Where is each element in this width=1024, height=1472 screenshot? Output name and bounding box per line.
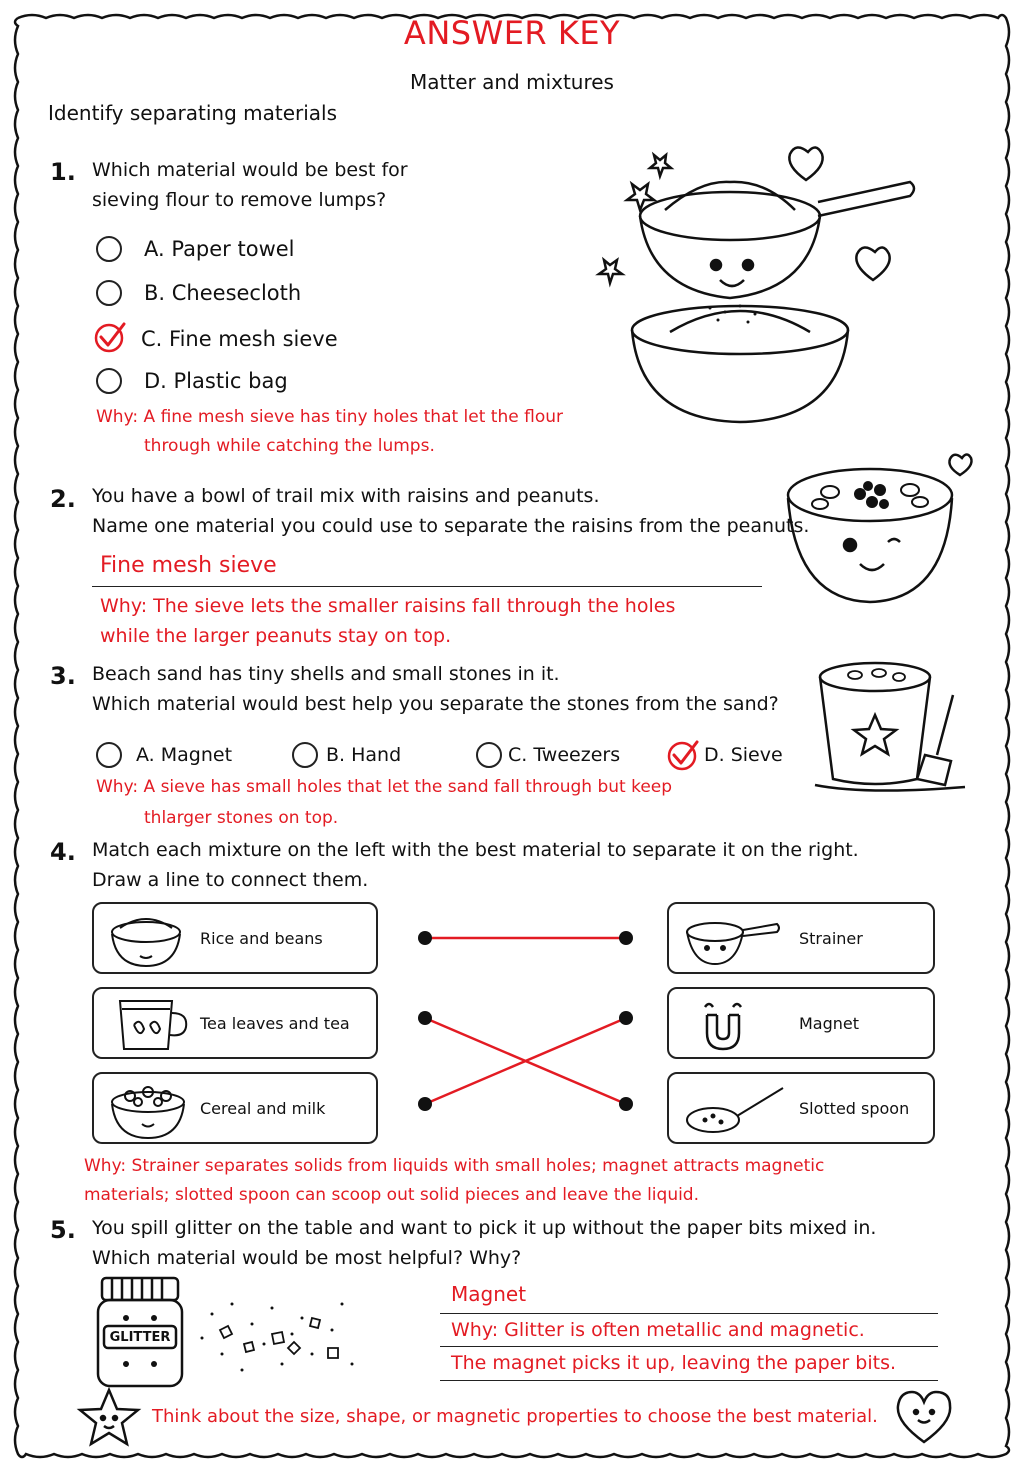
material-box-strainer[interactable]: Strainer bbox=[667, 902, 935, 974]
match-dot-left-1[interactable] bbox=[418, 931, 432, 945]
question-4-number: 4. bbox=[50, 838, 76, 866]
q1-option-a[interactable]: A. Paper towel bbox=[96, 236, 295, 262]
q2-answer[interactable]: Fine mesh sieve bbox=[100, 553, 277, 578]
q2-why-line-1: Why: The sieve lets the smaller raisins fall through the holes bbox=[100, 595, 676, 617]
question-5-text: You spill glitter on the table and want to pick it up without the paper bits mixed in. Which material would be most helpful? Why? bbox=[92, 1217, 877, 1269]
heart-icon bbox=[892, 1388, 956, 1446]
q1-option-d[interactable]: D. Plastic bag bbox=[96, 368, 288, 394]
q3-option-b[interactable]: B. Hand bbox=[292, 742, 401, 768]
q4-why-line-2: materials; slotted spoon can scoop out solid pieces and leave the liquid. bbox=[84, 1185, 700, 1205]
q1-why-line-2: through while catching the lumps. bbox=[144, 436, 435, 456]
section-heading: Identify separating materials bbox=[48, 101, 338, 125]
question-3-number: 3. bbox=[50, 662, 76, 690]
material-box-magnet[interactable]: Magnet bbox=[667, 987, 935, 1059]
q5-answer-line-1 bbox=[440, 1313, 938, 1314]
question-3-text: Beach sand has tiny shells and small stones in it. Which material would best help you separate the stones from the sand? bbox=[92, 663, 779, 715]
question-5-number: 5. bbox=[50, 1216, 76, 1244]
star-icon bbox=[76, 1386, 142, 1450]
q5-answer[interactable]: Magnet bbox=[451, 1282, 527, 1306]
question-1-number: 1. bbox=[50, 158, 76, 186]
q5-answer-line-3 bbox=[440, 1380, 938, 1381]
q3-option-a[interactable]: A. Magnet bbox=[96, 742, 232, 768]
question-2-number: 2. bbox=[50, 485, 76, 513]
match-dot-left-3[interactable] bbox=[418, 1097, 432, 1111]
match-dot-right-3[interactable] bbox=[619, 1097, 633, 1111]
question-4-text: Match each mixture on the left with the best material to separate it on the right. Draw a line to connect them. bbox=[92, 839, 859, 891]
mixture-box-cereal-milk[interactable]: Cereal and milk bbox=[92, 1072, 378, 1144]
material-box-slotted-spoon[interactable]: Slotted spoon bbox=[667, 1072, 935, 1144]
page-subtitle: Matter and mixtures bbox=[410, 70, 614, 94]
page-title: ANSWER KEY bbox=[403, 14, 621, 52]
q3-why-line-2: thlarger stones on top. bbox=[144, 808, 339, 828]
q5-answer-line-2 bbox=[440, 1346, 938, 1347]
match-dot-right-1[interactable] bbox=[619, 931, 633, 945]
q1-option-c[interactable]: C. Fine mesh sieve bbox=[96, 324, 338, 354]
q2-why-line-2: while the larger peanuts stay on top. bbox=[100, 625, 452, 647]
match-dot-left-2[interactable] bbox=[418, 1011, 432, 1025]
glitter-jar-label: GLITTER bbox=[109, 1330, 171, 1345]
q4-why-line-1: Why: Strainer separates solids from liquids with small holes; magnet attracts magnetic bbox=[84, 1156, 825, 1176]
q1-option-b[interactable]: B. Cheesecloth bbox=[96, 280, 301, 306]
q5-why-line-1: Why: Glitter is often metallic and magnetic. bbox=[451, 1319, 865, 1341]
q1-why-line-1: Why: A fine mesh sieve has tiny holes that let the flour bbox=[96, 407, 563, 427]
q5-why-line-2: The magnet picks it up, leaving the paper bits. bbox=[451, 1352, 897, 1374]
q3-option-c[interactable]: C. Tweezers bbox=[476, 742, 620, 768]
footer-tip: Think about the size, shape, or magnetic properties to choose the best material. bbox=[152, 1406, 878, 1427]
question-2-text: You have a bowl of trail mix with raisins and peanuts. Name one material you could use to separate the raisins from the peanuts. bbox=[92, 485, 810, 537]
match-dot-right-2[interactable] bbox=[619, 1011, 633, 1025]
q3-option-d[interactable]: D. Sieve bbox=[666, 738, 783, 772]
question-1-text: Which material would be best for sieving flour to remove lumps? bbox=[92, 159, 408, 211]
mixture-box-rice-beans[interactable]: Rice and beans bbox=[92, 902, 378, 974]
q3-why-line-1: Why: A sieve has small holes that let the sand fall through but keep bbox=[96, 777, 673, 797]
mixture-box-tea[interactable]: Tea leaves and tea bbox=[92, 987, 378, 1059]
